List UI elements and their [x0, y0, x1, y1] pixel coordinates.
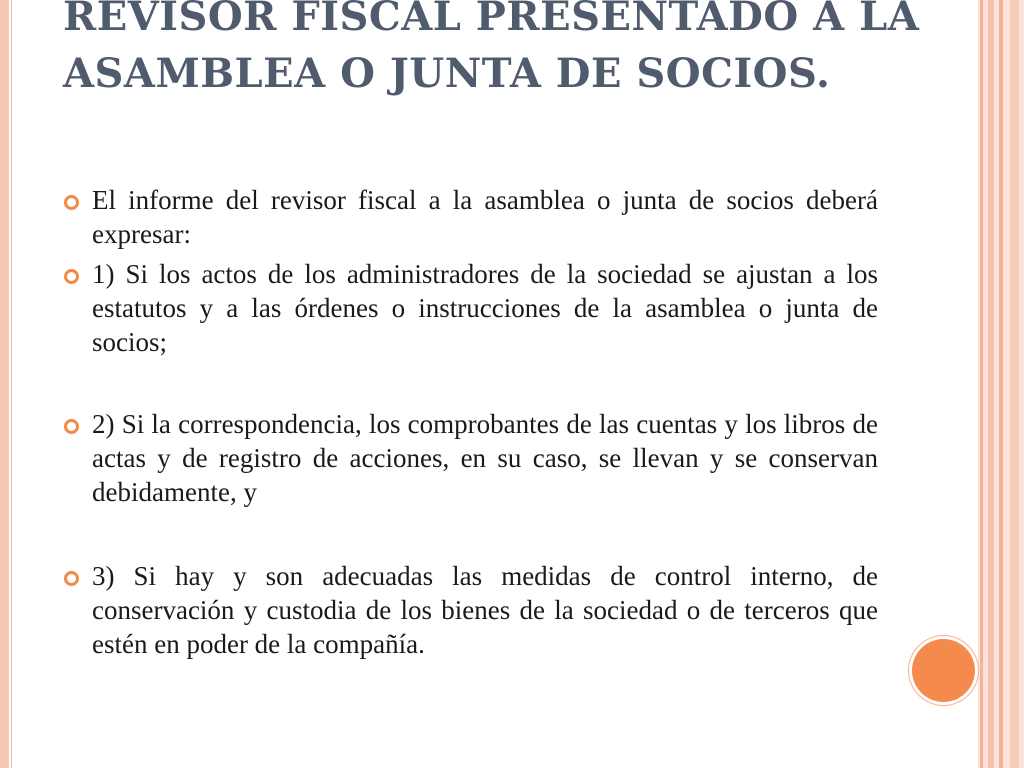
bullet-ring-icon — [64, 571, 79, 586]
bullet-text: 2) Si la correspondencia, los comprobantes de las cuentas y los libros de actas y de registro de acciones, en su caso, se llevan y se conservan debidamente, y — [92, 409, 878, 507]
bullet-list — [62, 183, 878, 661]
right-stripe — [999, 0, 1003, 768]
bullet-ring-icon — [64, 419, 79, 434]
left-border-line — [11, 0, 12, 768]
bullet-item — [62, 559, 878, 661]
right-stripe — [1010, 0, 1019, 768]
right-stripe — [988, 0, 994, 768]
right-stripe — [980, 0, 983, 768]
bullet-item — [62, 257, 878, 359]
bullet-item — [62, 407, 878, 509]
bullet-text: 1) Si los actos de los administradores de la sociedad se ajustan a los estatutos y a las órdenes o instrucciones de la asamblea o junta de socios; — [92, 259, 878, 357]
bullet-text: El informe del revisor fiscal a la asamblea o junta de socios deberá expresar: — [92, 185, 878, 249]
bullet-item — [62, 183, 878, 251]
left-decorative-border — [0, 0, 9, 768]
bullet-text: 3) Si hay y son adecuadas las medidas de control interno, de conservación y custodia de los bienes de la sociedad o de terceros que estén en poder de la compañía. — [92, 561, 878, 659]
bullet-ring-icon — [64, 269, 79, 284]
decorative-orange-circle — [912, 639, 975, 702]
bullet-ring-icon — [64, 195, 79, 210]
slide-title: REVISOR FISCAL PRESENTADO A LA ASAMBLEA O JUNTA DE SOCIOS. — [63, 0, 920, 97]
